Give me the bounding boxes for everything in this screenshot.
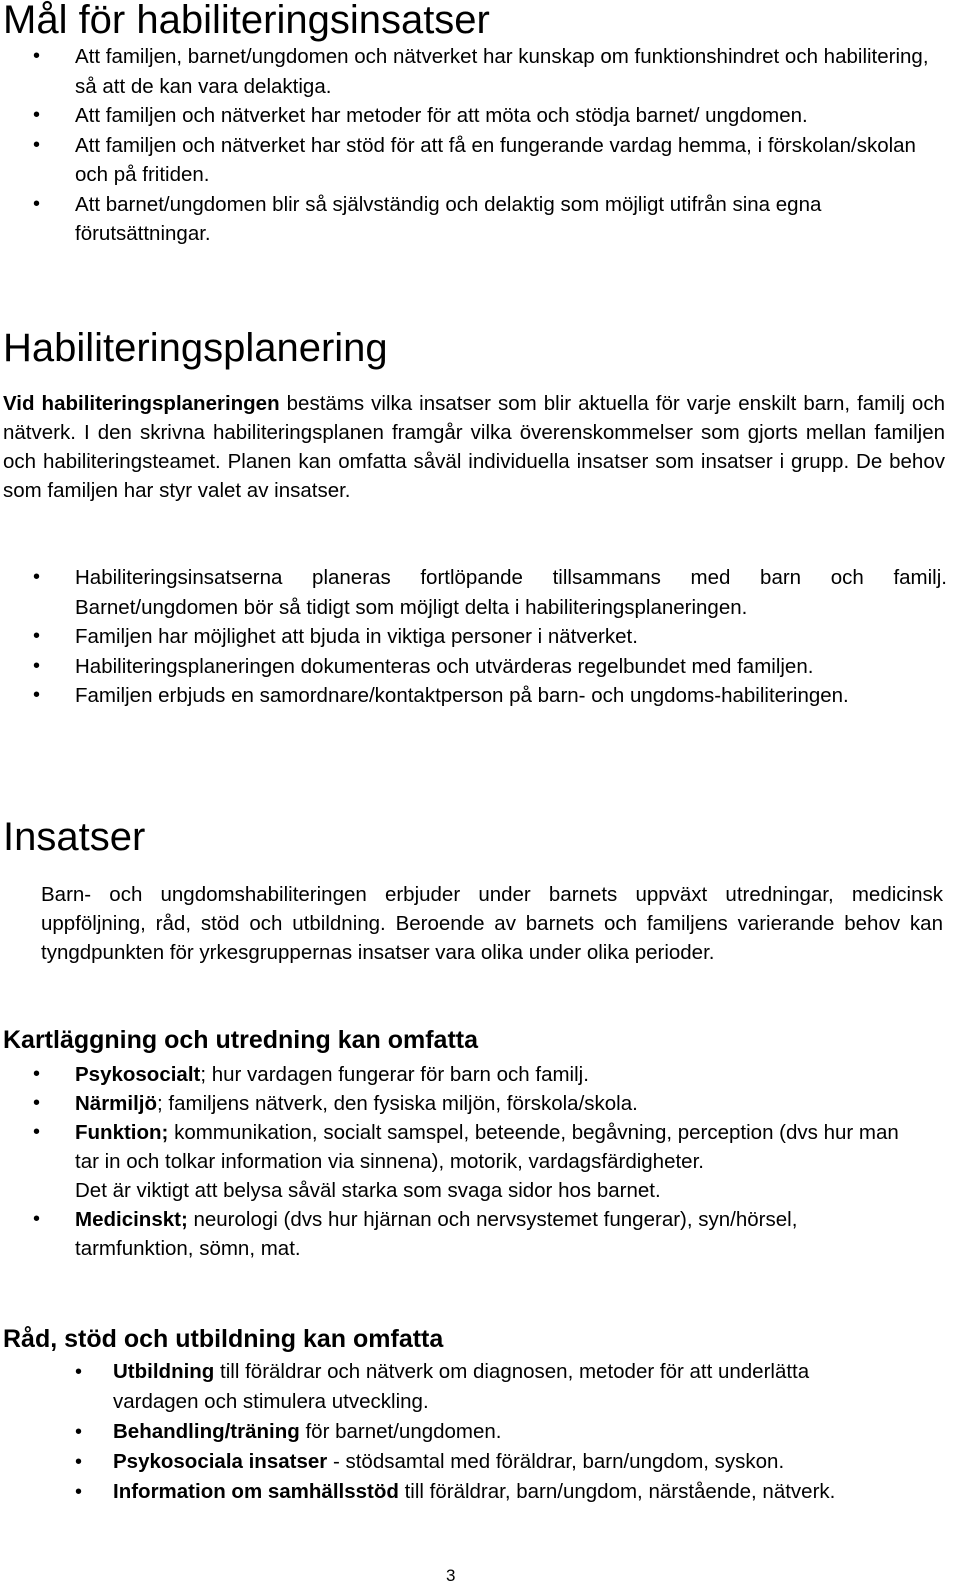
list-item: • Att familjen och nätverket har metoder för att möta och stödja barnet/ ungdomen. [0,101,932,131]
list-item: • Att familjen, barnet/ungdomen och nätverket har kunskap om funktionshindret och habilitering, så att de kan vara delaktiga. [0,42,932,101]
section-heading-assessment: Kartläggning och utredning kan omfatta [3,1026,479,1054]
bullet-icon [33,563,40,593]
list-item: • Habiliteringsinsatserna planeras fortlöpande tillsammans med barn och familj. Barnet/ungdomen bör så tidigt som möjligt delta i habiliteringsplaneringen. [0,563,947,622]
list-item: • Psykosocialt; hur vardagen fungerar för barn och familj. [0,1060,945,1089]
bullet-icon [33,1060,40,1089]
section-heading-advice: Råd, stöd och utbildning kan omfatta [3,1325,444,1353]
section-heading-goals: Mål för habiliteringsinsatser [3,0,490,42]
bullet-icon [75,1447,82,1477]
list-item: • Habiliteringsplaneringen dokumenteras och utvärderas regelbundet med familjen. [0,652,947,682]
goals-list [0,42,932,249]
bullet-icon [75,1477,82,1507]
section-heading-interventions: Insatser [3,815,146,859]
bullet-icon [33,681,40,711]
advice-list [0,1357,945,1507]
list-item: • Familjen erbjuds en samordnare/kontaktperson på barn- och ungdoms-habiliteringen. [0,681,947,711]
bullet-icon [33,101,40,131]
list-item: • Utbildning till föräldrar och nätverk om diagnosen, metoder för att underlätta vardagen och stimulera utveckling. [0,1357,945,1417]
assessment-list [0,1060,945,1263]
bullet-icon [33,652,40,682]
page-number: 3 [446,1566,456,1585]
bullet-icon [33,1205,40,1234]
list-item: • Behandling/träning för barnet/ungdomen. [0,1417,945,1447]
bullet-icon [33,131,40,161]
planning-intro: Vid habiliteringsplaneringen bestäms vilka insatser som blir aktuella för varje enskilt barn, familj och nätverk. I den skrivna habiliteringsplanen framgår vilka överenskommelser som gjorts mellan familjen och habiliteringsteamet. Planen kan omfatta såväl individuella insatser som insatser i grupp. De behov som familjen har styr valet av insatser. [3,392,945,502]
section-heading-planning: Habiliteringsplanering [3,326,388,370]
bullet-icon [33,622,40,652]
interventions-text: Barn- och ungdomshabiliteringen erbjuder under barnets uppväxt utredningar, medicinsk uppföljning, råd, stöd och utbildning. Beroende av barnets och familjens varierande behov kan tyngdpunkten för yrkesgruppernas insatser vara olika under olika perioder. [41,883,943,964]
bullet-icon [75,1357,82,1387]
bullet-icon [33,42,40,72]
bullet-icon [75,1417,82,1447]
list-item: • Medicinskt; neurologi (dvs hur hjärnan och nervsystemet fungerar), syn/hörsel, tarmfunktion, sömn, mat. [0,1205,945,1263]
list-item: • Information om samhällsstöd till föräldrar, barn/ungdom, närstående, nätverk. [0,1477,945,1507]
list-item: • Psykosociala insatser - stödsamtal med föräldrar, barn/ungdom, syskon. [0,1447,945,1477]
list-item: • Att barnet/ungdomen blir så självständig och delaktig som möjligt utifrån sina egna förutsättningar. [0,190,932,249]
bullet-icon [33,1118,40,1147]
bullet-icon [33,1089,40,1118]
list-item: • Att familjen och nätverket har stöd för att få en fungerande vardag hemma, i förskolan/skolan och på fritiden. [0,131,932,190]
list-item: • Familjen har möjlighet att bjuda in viktiga personer i nätverket. [0,622,947,652]
bullet-icon [33,190,40,220]
planning-list [0,563,947,711]
planning-intro-bold: Vid habiliteringsplaneringen [3,392,280,415]
list-item: • Närmiljö; familjens nätverk, den fysiska miljön, förskola/skola. [0,1089,945,1118]
list-item: • Funktion; kommunikation, socialt samspel, beteende, begåvning, perception (dvs hur man tar in och tolkar information via sinnena), motorik, vardagsfärdigheter. Det är viktigt att belysa såväl starka som svaga sidor hos barnet. [0,1118,945,1205]
